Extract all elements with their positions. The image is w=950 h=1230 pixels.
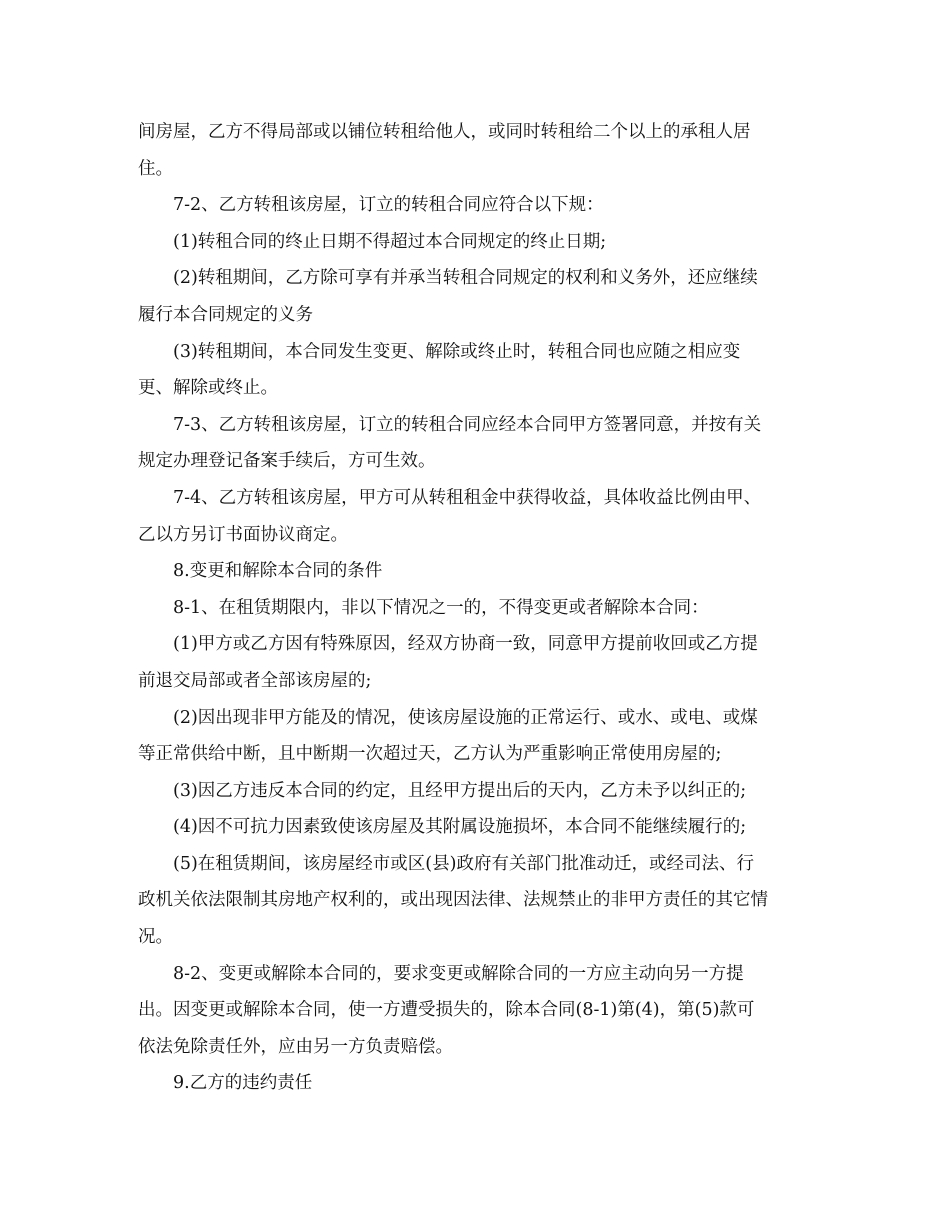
text-line: (1)甲方或乙方因有特殊原因，经双方协商一致，同意甲方提前收回或乙方提 [173, 634, 758, 655]
text-line: (4)因不可抗力因素致使该房屋及其附属设施损坏，本合同不能继续履行的; [173, 817, 747, 838]
text-line: 更、解除或终止。 [138, 378, 278, 399]
text-line: 等正常供给中断，且中断期一次超过天，乙方认为严重影响正常使用房屋的; [138, 744, 722, 765]
section-9-heading: 9.乙方的违约责任 [173, 1073, 313, 1094]
text-line: 况。 [138, 927, 173, 948]
clause-8-1-line: 8-1、在租赁期限内，非以下情况之一的，不得变更或者解除本合同： [173, 597, 709, 618]
text-line: (2)转租期间，乙方除可享有并承当转租合同规定的权利和义务外，还应继续 [173, 268, 758, 289]
text-line: (2)因出现非甲方能及的情况，使该房屋设施的正常运行、或水、或电、或煤 [173, 707, 758, 728]
text-line: 前退交局部或者全部该房屋的; [138, 670, 372, 691]
contract-body-text [138, 114, 814, 1102]
clause-8-2-line: 8-2、变更或解除本合同的，要求变更或解除合同的一方应主动向另一方提 [173, 963, 744, 984]
text-line: 规定办理登记备案手续后，方可生效。 [138, 451, 436, 472]
text-line: (5)在租赁期间，该房屋经市或区(县)政府有关部门批准动迁，或经司法、行 [173, 853, 754, 874]
text-line: (3)因乙方违反本合同的约定，且经甲方提出后的天内，乙方未予以纠正的; [173, 780, 747, 801]
text-line: (1)转租合同的终止日期不得超过本合同规定的终止日期; [173, 231, 607, 252]
text-line: (3)转租期间，本合同发生变更、解除或终止时，转租合同也应随之相应变 [173, 341, 741, 362]
text-line: 住。 [138, 158, 173, 179]
clause-7-3-line: 7-3、乙方转租该房屋，订立的转租合同应经本合同甲方签署同意，并按有关 [173, 414, 762, 435]
text-line: 乙以方另订书面协议商定。 [138, 524, 348, 545]
text-line: 政机关依法限制其房地产权利的，或出现因法律、法规禁止的非甲方责任的其它情 [138, 890, 768, 911]
text-line: 间房屋，乙方不得局部或以铺位转租给他人，或同时转租给二个以上的承租人居 [138, 122, 751, 142]
text-line: 依法免除责任外，应由另一方负责赔偿。 [138, 1036, 453, 1057]
text-line: 出。因变更或解除本合同，使一方遭受损失的，除本合同(8-1)第(4)，第(5)款可 [138, 1000, 755, 1021]
clause-7-4-line: 7-4、乙方转租该房屋，甲方可从转租租金中获得收益，具体收益比例由甲、 [173, 487, 762, 508]
text-line: 履行本合同规定的义务 [138, 304, 313, 325]
section-8-heading: 8.变更和解除本合同的条件 [173, 561, 383, 582]
clause-7-2-line: 7-2、乙方转租该房屋，订立的转租合同应符合以下规： [173, 195, 604, 216]
